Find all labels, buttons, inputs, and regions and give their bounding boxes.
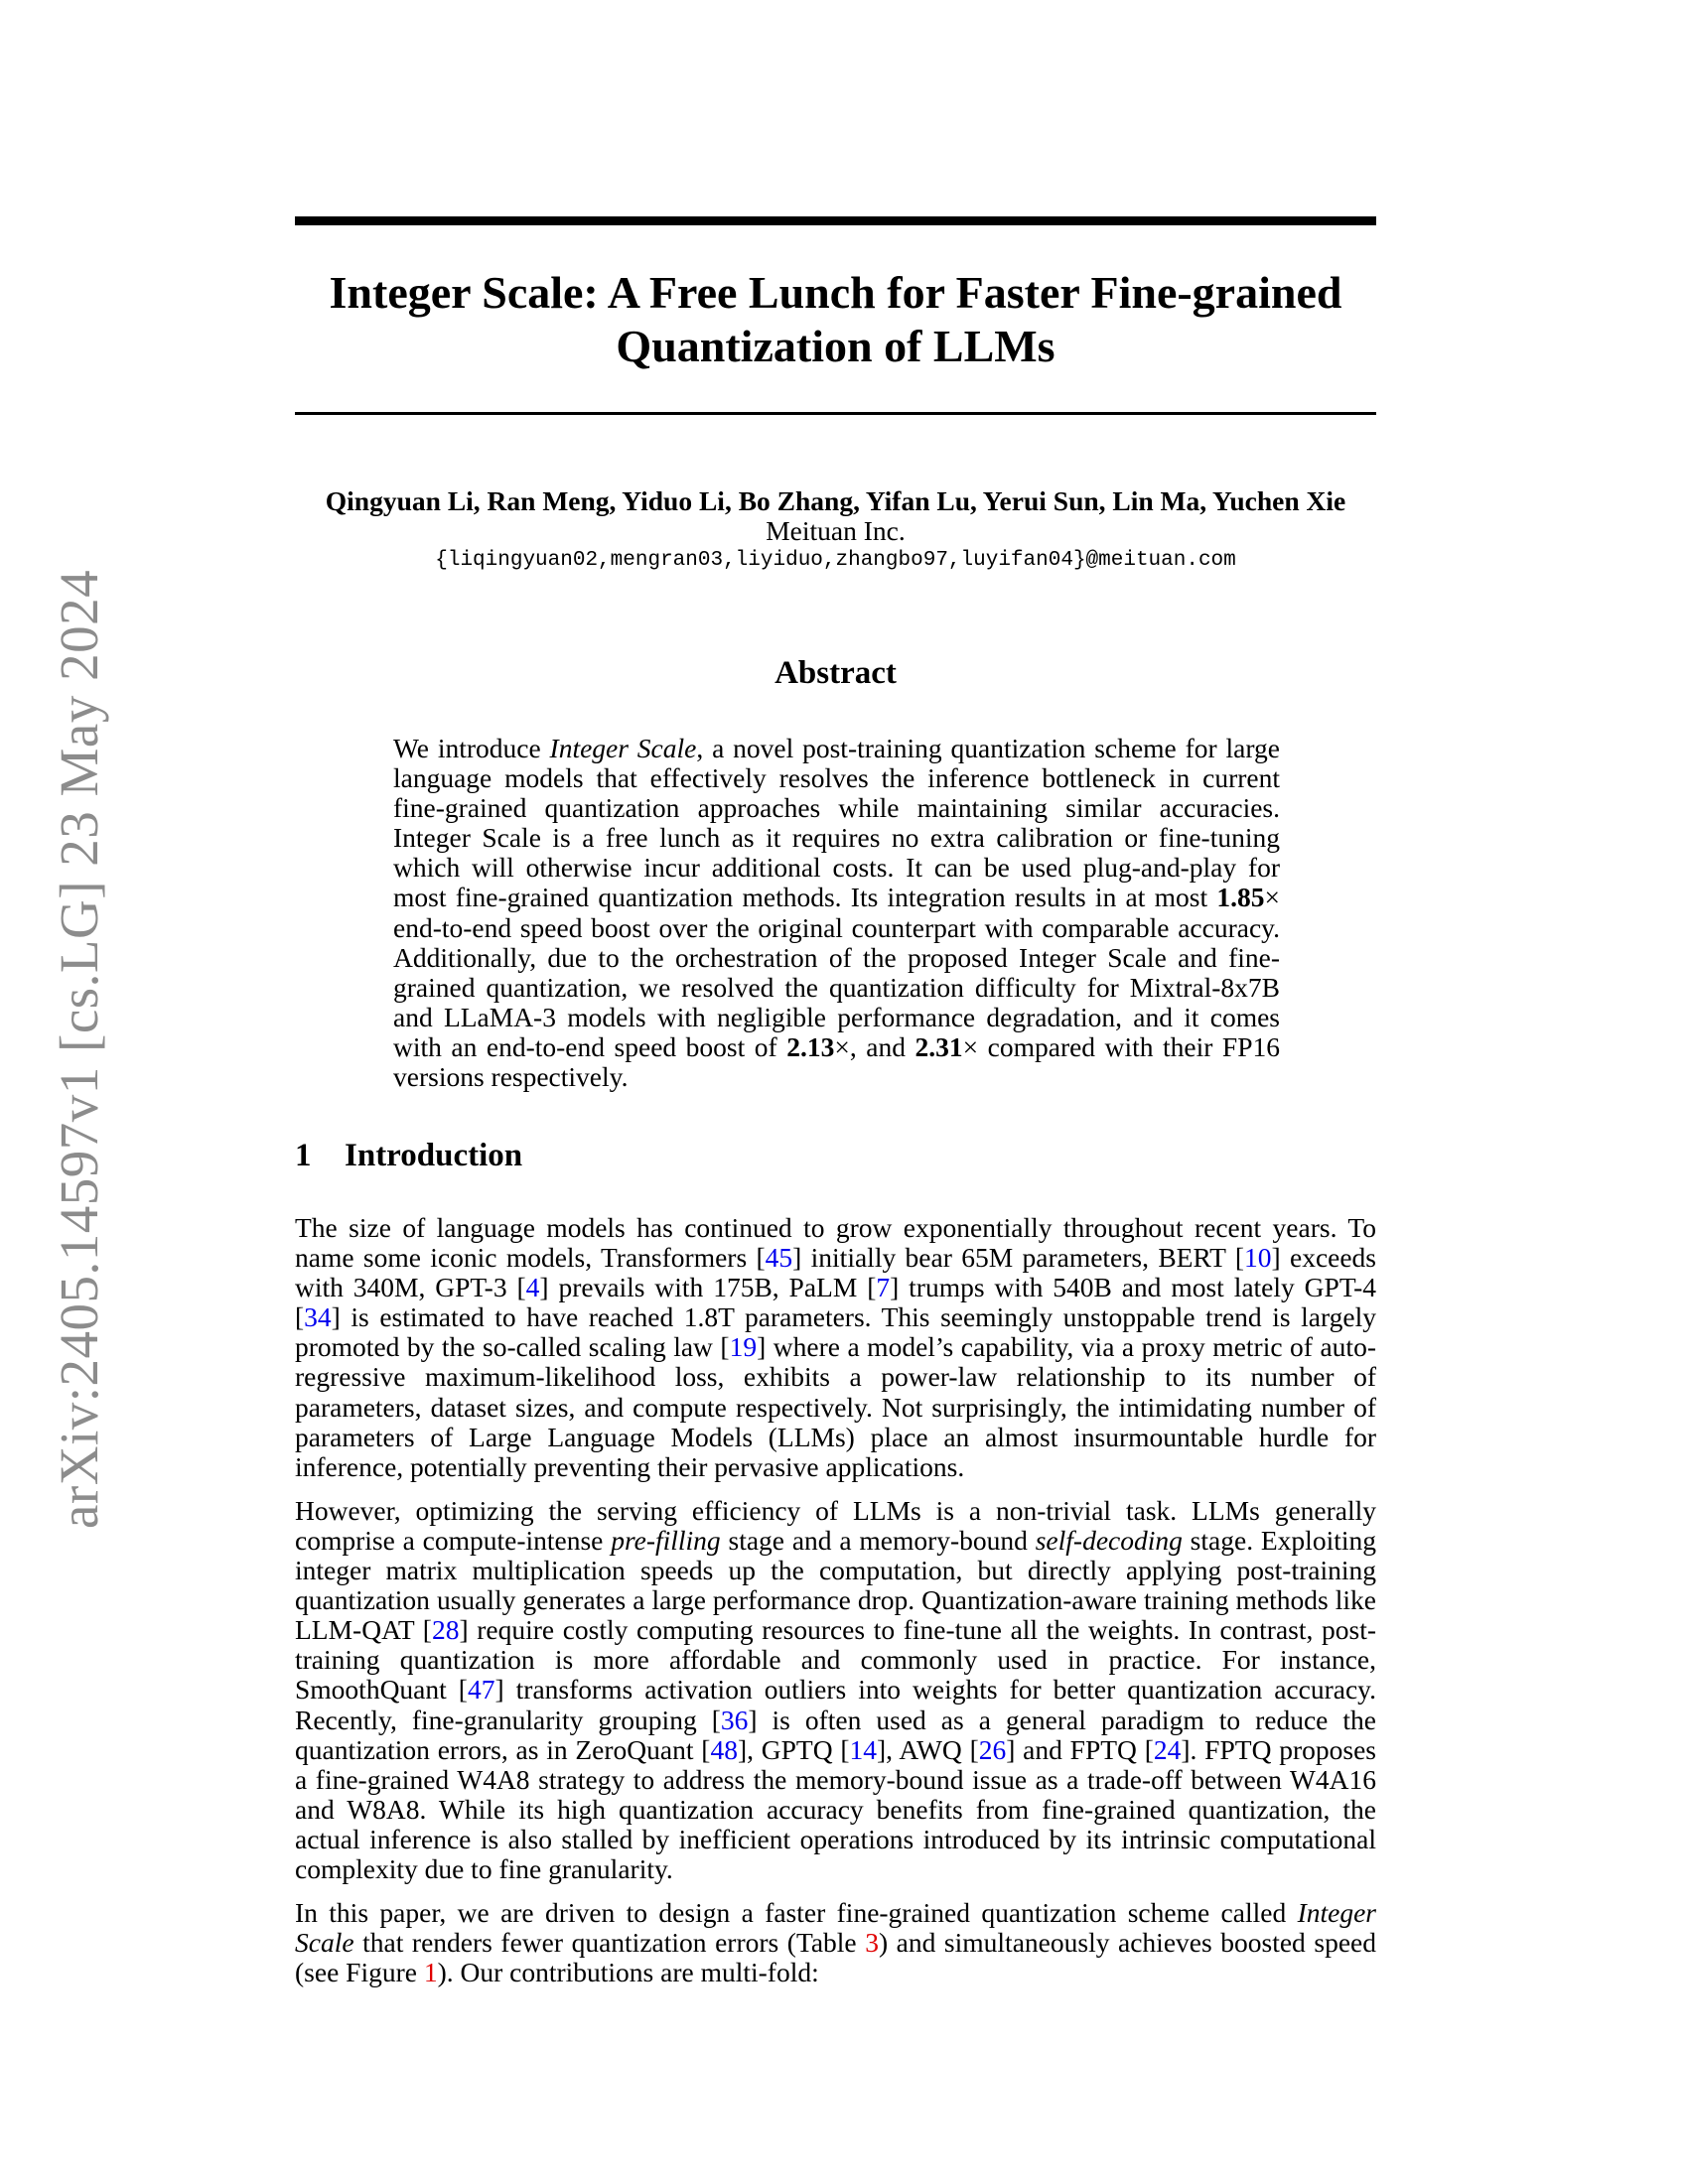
citation-link[interactable]: 36 [720, 1704, 749, 1735]
text-run: ) and simultaneously achieves boosted speed (see Figure [295, 1927, 1376, 1988]
text-run: that renders fewer quantization errors (Table [353, 1927, 866, 1959]
citation-link[interactable]: 4 [525, 1272, 540, 1303]
author-block [295, 486, 1376, 576]
text-run: ] initially bear 65M parameters, BERT [ [792, 1242, 1244, 1274]
text-run: Integer Scale [295, 1897, 1376, 1959]
text-run: self-decoding [1035, 1524, 1183, 1556]
text-run: ] trumps with 540B and most lately GPT-4 [ [295, 1272, 1377, 1333]
citation-link[interactable]: 48 [710, 1733, 738, 1765]
section-title: Introduction [345, 1138, 523, 1173]
text-run: × end-to-end speed boost over the original counterpart with comparable accuracy. Additionally, due to the orchestration of the proposed Integer Scale and fine-grained quantization, we resolved the quantization difficulty for Mixtral-8x7B and LLaMA-3 models with negligible performance degradation, and it comes with an end-to-end speed boost of [393, 882, 1280, 1062]
paragraph [295, 1898, 1376, 1987]
paper-title [295, 266, 1376, 373]
abstract-text [393, 734, 1280, 1092]
text-run: ] prevails with 175B, PaLM [ [539, 1272, 877, 1303]
cross-reference-link[interactable]: 3 [865, 1927, 879, 1959]
paragraph [295, 1213, 1376, 1482]
citation-link[interactable]: 10 [1243, 1242, 1272, 1274]
text-run: stage. Exploiting integer matrix multiplication speeds up the computation, but directly applying post-training quantization usually generates a large performance drop. Quantization-aware training methods like LLM-QAT [ [295, 1524, 1376, 1646]
title-line-2: Quantization of LLMs [616, 321, 1055, 371]
text-run: × compared with their FP16 versions respectively. [393, 1030, 1280, 1093]
title-bottom-rule [295, 412, 1376, 415]
text-run: ] transforms activation outliers into weights for better quantization accuracy. Recently, fine-granularity grouping [ [295, 1674, 1376, 1735]
text-run: stage and a memory-bound [720, 1524, 1036, 1556]
text-run: 2.13 [786, 1030, 835, 1062]
title-line-1: Integer Scale: A Free Lunch for Faster Fine-grained [329, 267, 1342, 318]
text-run: ). Our contributions are multi-fold: [437, 1957, 819, 1988]
citation-link[interactable]: 19 [729, 1331, 758, 1363]
text-run: However, optimizing the serving efficiency of LLMs is a non-trivial task. LLMs generally comprise a compute-intense [295, 1494, 1376, 1556]
text-run: 1.85 [1216, 882, 1265, 913]
text-run: ] require costly computing resources to fine-tune all the weights. In contrast, post-training quantization is more affordable and commonly used in practice. For instance, SmoothQuant [ [295, 1614, 1376, 1706]
text-run: In this paper, we are driven to design a faster fine-grained quantization scheme called [295, 1897, 1298, 1929]
text-run: ] and FPTQ [ [1006, 1733, 1154, 1765]
citation-link[interactable]: 26 [978, 1733, 1007, 1765]
text-run: ] exceeds with 340M, GPT-3 [ [295, 1242, 1377, 1303]
text-run: Integer Scale [549, 733, 697, 763]
citation-link[interactable]: 34 [304, 1301, 332, 1333]
section-heading [295, 1138, 522, 1174]
citation-link[interactable]: 28 [431, 1614, 460, 1646]
text-run: , a novel post-training quantization scheme for large language models that effectively resolves the inference bottleneck in current fine-grained quantization approaches while maintaining similar accuracies. Integer Scale is a free lunch as it requires no extra calibration or fine-tuning which will otherwise incur additional costs. It can be used plug-and-play for most fine-grained quantization methods. Its integration results in at most [393, 733, 1280, 913]
text-run: ] is often used as a general paradigm to reduce the quantization errors, as in ZeroQuant [ [295, 1704, 1376, 1765]
citation-link[interactable]: 47 [467, 1674, 495, 1706]
section-number: 1 [295, 1138, 312, 1173]
text-run: The size of language models has continued to grow exponentially throughout recent years. To name some iconic models, Transformers [ [295, 1212, 1376, 1274]
abstract-heading: Abstract [774, 655, 897, 691]
introduction-body [295, 1213, 1376, 2001]
citation-link[interactable]: 45 [765, 1242, 793, 1274]
cross-reference-link[interactable]: 1 [423, 1957, 438, 1988]
citation-link[interactable]: 24 [1153, 1733, 1182, 1765]
paragraph [295, 1496, 1376, 1884]
arxiv-identifier-stamp: arXiv:2405.14597v1 [cs.LG] 23 May 2024 [49, 569, 109, 1529]
title-top-rule [295, 216, 1376, 225]
author-names: Qingyuan Li, Ran Meng, Yiduo Li, Bo Zhang, Yifan Lu, Yerui Sun, Lin Ma, Yuchen Xie [325, 485, 1346, 516]
text-run: ×, and [834, 1030, 915, 1062]
text-run: ], GPTQ [ [737, 1733, 850, 1765]
affiliation: Meituan Inc. [766, 515, 906, 546]
text-run: pre-filling [611, 1524, 721, 1556]
author-emails: {liqingyuan02,mengran03,liyiduo,zhangbo97,luyifan04}@meituan.com [435, 549, 1236, 572]
text-run: ], AWQ [ [877, 1733, 979, 1765]
citation-link[interactable]: 7 [876, 1272, 891, 1303]
text-run: 2.31 [914, 1030, 963, 1062]
text-run: ]. FPTQ proposes a fine-grained W4A8 strategy to address the memory-bound issue as a trade-off between W4A16 and W8A8. While its high quantization accuracy benefits from fine-grained quantization, the actual inference is also stalled by inefficient operations introduced by its intrinsic computational complexity due to fine granularity. [295, 1733, 1376, 1884]
text-run: ] where a model’s capability, via a proxy metric of auto-regressive maximum-likelihood loss, exhibits a power-law relationship to its number of parameters, dataset sizes, and compute respectively. Not surprisingly, the intimidating number of parameters of Large Language Models (LLMs) place an almost insurmountable hurdle for inference, potentially preventing their pervasive applications. [295, 1331, 1376, 1482]
citation-link[interactable]: 14 [849, 1733, 878, 1765]
text-run: We introduce [393, 733, 550, 763]
text-run: ] is estimated to have reached 1.8T parameters. This seemingly unstoppable trend is largely promoted by the so-called scaling law [ [295, 1301, 1376, 1363]
